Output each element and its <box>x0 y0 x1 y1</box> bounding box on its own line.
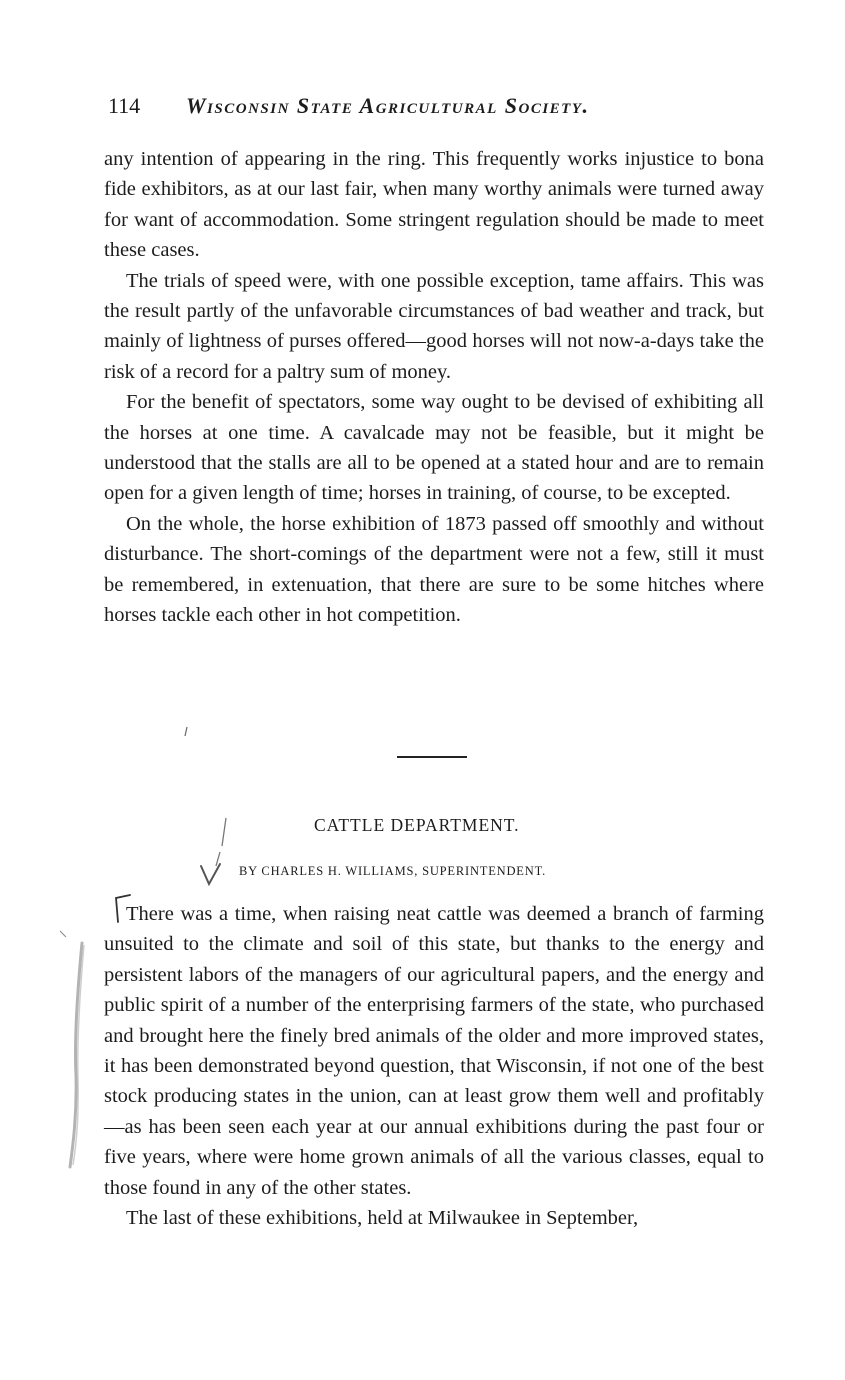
section-divider-rule <box>397 756 467 758</box>
paragraph: The last of these exhibitions, held at Milwaukee in September, <box>126 1207 639 1230</box>
horse-department-conclusion <box>104 144 764 631</box>
pencil-margin-line-icon <box>60 925 100 1175</box>
section-byline: BY CHARLES H. WILLIAMS, SUPERINTENDENT. <box>239 864 547 878</box>
running-title: Wisconsin State Agricultural Society. <box>186 93 590 118</box>
page-number: 114 <box>108 93 141 118</box>
cattle-department-text <box>104 899 764 1233</box>
paragraph: There was a time, when raising neat cattle was deemed a branch of farming unsuited to the climate and soil of this state, but thanks to the energy and persistent labors of the managers of our agricultural papers, and the energy and public spirit of a number of the enterprising farmers of the state, who purchased and brought here the finely bred animals of the older and more improved states, it has been demonstrated beyond question, that Wisconsin, if not one of the best stock producing states in the union, can at least grow them well and profitably—as has been seen each year at our annual exhibitions during the past four or five years, where were home grown animals of all the various classes, equal to those found in any of the other states. <box>104 903 764 1199</box>
paragraph: For the benefit of spectators, some way ought to be devised of exhibiting all the horses at one time. A cavalcade may not be feasible, but it might be understood that the stalls are all to be opened at a stated hour and are to remain open for a given length of time; horses in training, of course, to be excepted. <box>104 391 764 505</box>
pencil-tick-mark-icon <box>182 726 190 738</box>
paragraph: On the whole, the horse exhibition of 1873 passed off smoothly and without disturbance. The short-comings of the department were not a few, still it must be remembered, in extenuation, that there are sure to be some hitches where horses tackle each other in hot competition. <box>104 512 764 627</box>
pencil-bracket-mark-icon <box>110 892 134 926</box>
running-head <box>108 93 748 119</box>
paragraph: any intention of appearing in the ring. This frequently works injustice to bona fide exhibitors, as at our last fair, when many worthy animals were turned away for want of accommodation. Some stringent regulation should be made to meet these cases. <box>104 148 764 262</box>
section-heading: CATTLE DEPARTMENT. <box>314 815 520 835</box>
paragraph: The trials of speed were, with one possible exception, tame affairs. This was the result partly of the unfavorable circumstances of bad weather and track, but mainly of lightness of purses offered—good horses will not now-a-days take the risk of a record for a paltry sum of money. <box>104 269 764 383</box>
pencil-check-mark-icon <box>196 816 236 888</box>
